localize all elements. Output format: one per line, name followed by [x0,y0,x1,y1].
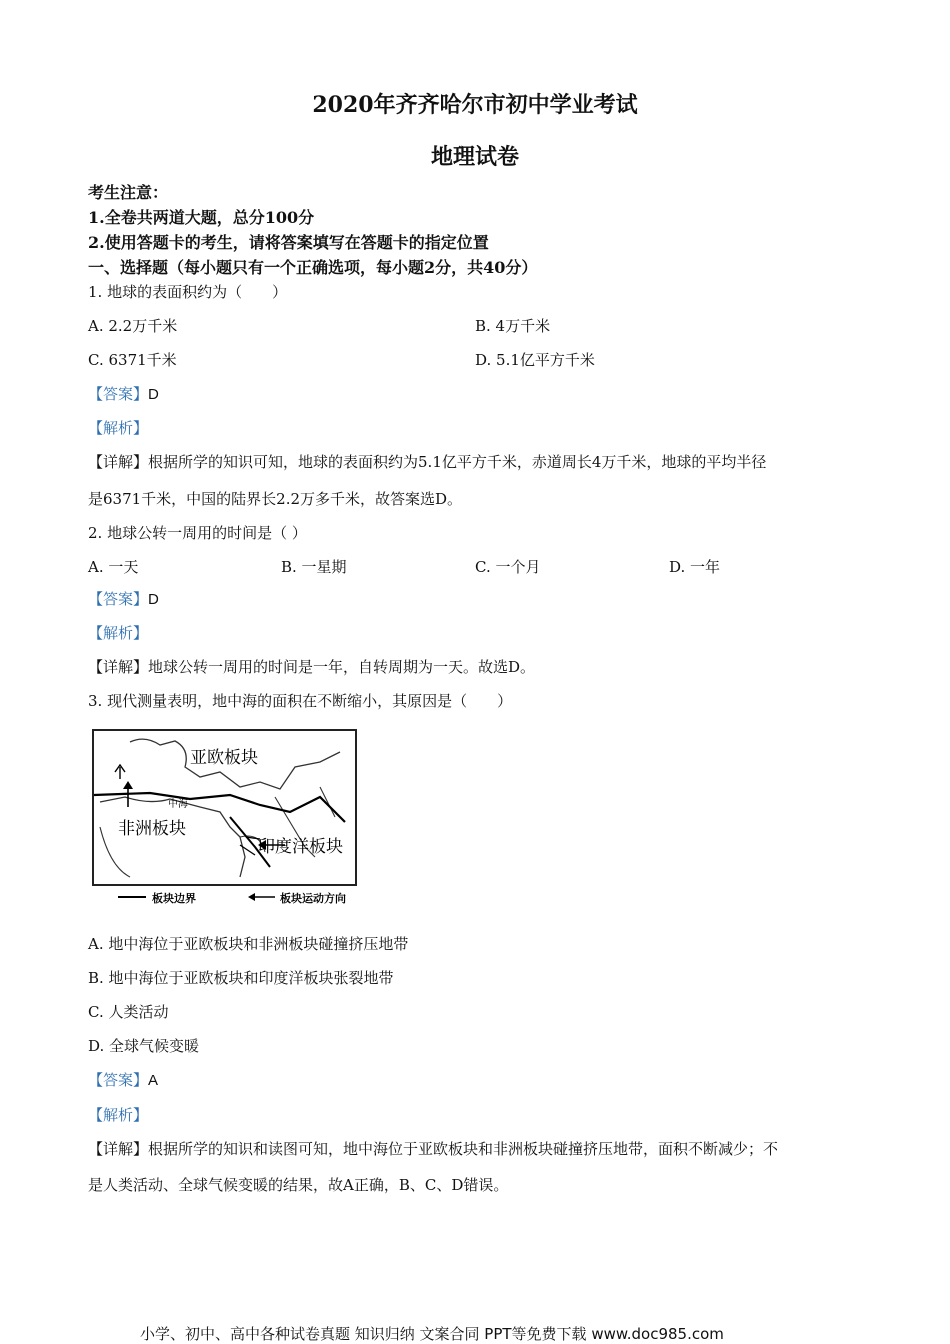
question-1-option-b: B. 4万千米 [475,317,551,335]
answer-tag: 【答案】 [88,590,149,608]
detail-text: 根据所学的知识和读图可知，地中海位于亚欧板块和非洲板块碰撞挤压地带，面积不断减少；不 [148,1140,779,1158]
label-africa: 非洲板块 [118,819,186,839]
question-3-option-b: B. 地中海位于亚欧板块和印度洋板块张裂地带 [88,969,394,987]
question-1-option-a: A. 2.2万千米 [88,317,178,335]
legend-direction-label: 板块运动方向 [280,892,346,905]
question-3-option-d: D. 全球气候变暖 [88,1037,200,1055]
answer-value: A [148,1072,159,1089]
question-3-analysis-tag: 【解析】 [88,1106,149,1124]
answer-value: D [148,591,159,608]
section-heading: 一、选择题（每小题只有一个正确选项，每小题2分，共40分） [88,258,538,277]
question-2-option-c: C. 一个月 [475,558,541,576]
question-1-analysis-tag: 【解析】 [88,419,149,437]
question-2-option-d: D. 一年 [669,558,721,576]
question-3-answer [88,1069,158,1090]
question-1-detail-line-2: 是6371千米，中国的陆界长2.2万多千米，故答案选D。 [88,490,463,508]
question-1-detail-line-1 [88,451,766,472]
detail-tag: 【详解】 [88,1140,149,1158]
answer-tag: 【答案】 [88,1071,149,1089]
question-2-option-a: A. 一天 [88,558,139,576]
notice-line-2: 2.使用答题卡的考生，请将答案填写在答题卡的指定位置 [88,233,489,252]
notice-heading: 考生注意： [88,183,169,202]
question-2-analysis-tag: 【解析】 [88,624,149,642]
question-1-stem: 1. 地球的表面积约为（ ） [88,283,288,301]
question-3-option-a: A. 地中海位于亚欧板块和非洲板块碰撞挤压地带 [88,935,409,953]
question-1-option-d: D. 5.1亿平方千米 [475,351,595,369]
question-3-detail-line-1 [88,1138,778,1159]
legend-direction-arrowhead [248,893,255,901]
label-indian: 印度洋板块 [258,837,343,857]
question-2-answer [88,588,159,609]
detail-text: 根据所学的知识可知，地球的表面积约为5.1亿平方千米，赤道周长4万千米，地球的平均半径 [148,453,767,471]
plate-map-svg [90,727,360,907]
label-sea: 中海 [168,799,188,810]
plate-map-figure [90,727,360,907]
answer-tag: 【答案】 [88,385,149,403]
detail-tag: 【详解】 [88,453,149,471]
notice-line-1: 1.全卷共两道大题，总分100分 [88,208,315,227]
label-eurasia: 亚欧板块 [190,748,258,768]
page-subtitle: 地理试卷 [430,144,519,170]
detail-tag: 【详解】 [88,658,149,676]
question-2-detail [88,656,535,677]
page-title: 2020年齐齐哈尔市初中学业考试 [312,92,638,118]
question-1-answer [88,383,159,404]
legend-boundary-label: 板块边界 [152,892,196,905]
question-2-option-b: B. 一星期 [281,558,347,576]
question-2-stem: 2. 地球公转一周用的时间是（ ） [88,524,307,542]
question-3-stem: 3. 现代测量表明，地中海的面积在不断缩小，其原因是（ ） [88,692,513,710]
question-3-detail-line-2: 是人类活动、全球气候变暖的结果，故A正确，B、C、D错误。 [88,1176,509,1194]
page-footer: 小学、初中、高中各种试卷真题 知识归纳 文案合同 PPT等免费下载 www.doc985.com [140,1325,724,1343]
question-3-option-c: C. 人类活动 [88,1003,169,1021]
detail-text: 地球公转一周用的时间是一年，自转周期为一天。故选D。 [148,658,536,676]
question-1-option-c: C. 6371千米 [88,351,177,369]
answer-value: D [148,386,159,403]
